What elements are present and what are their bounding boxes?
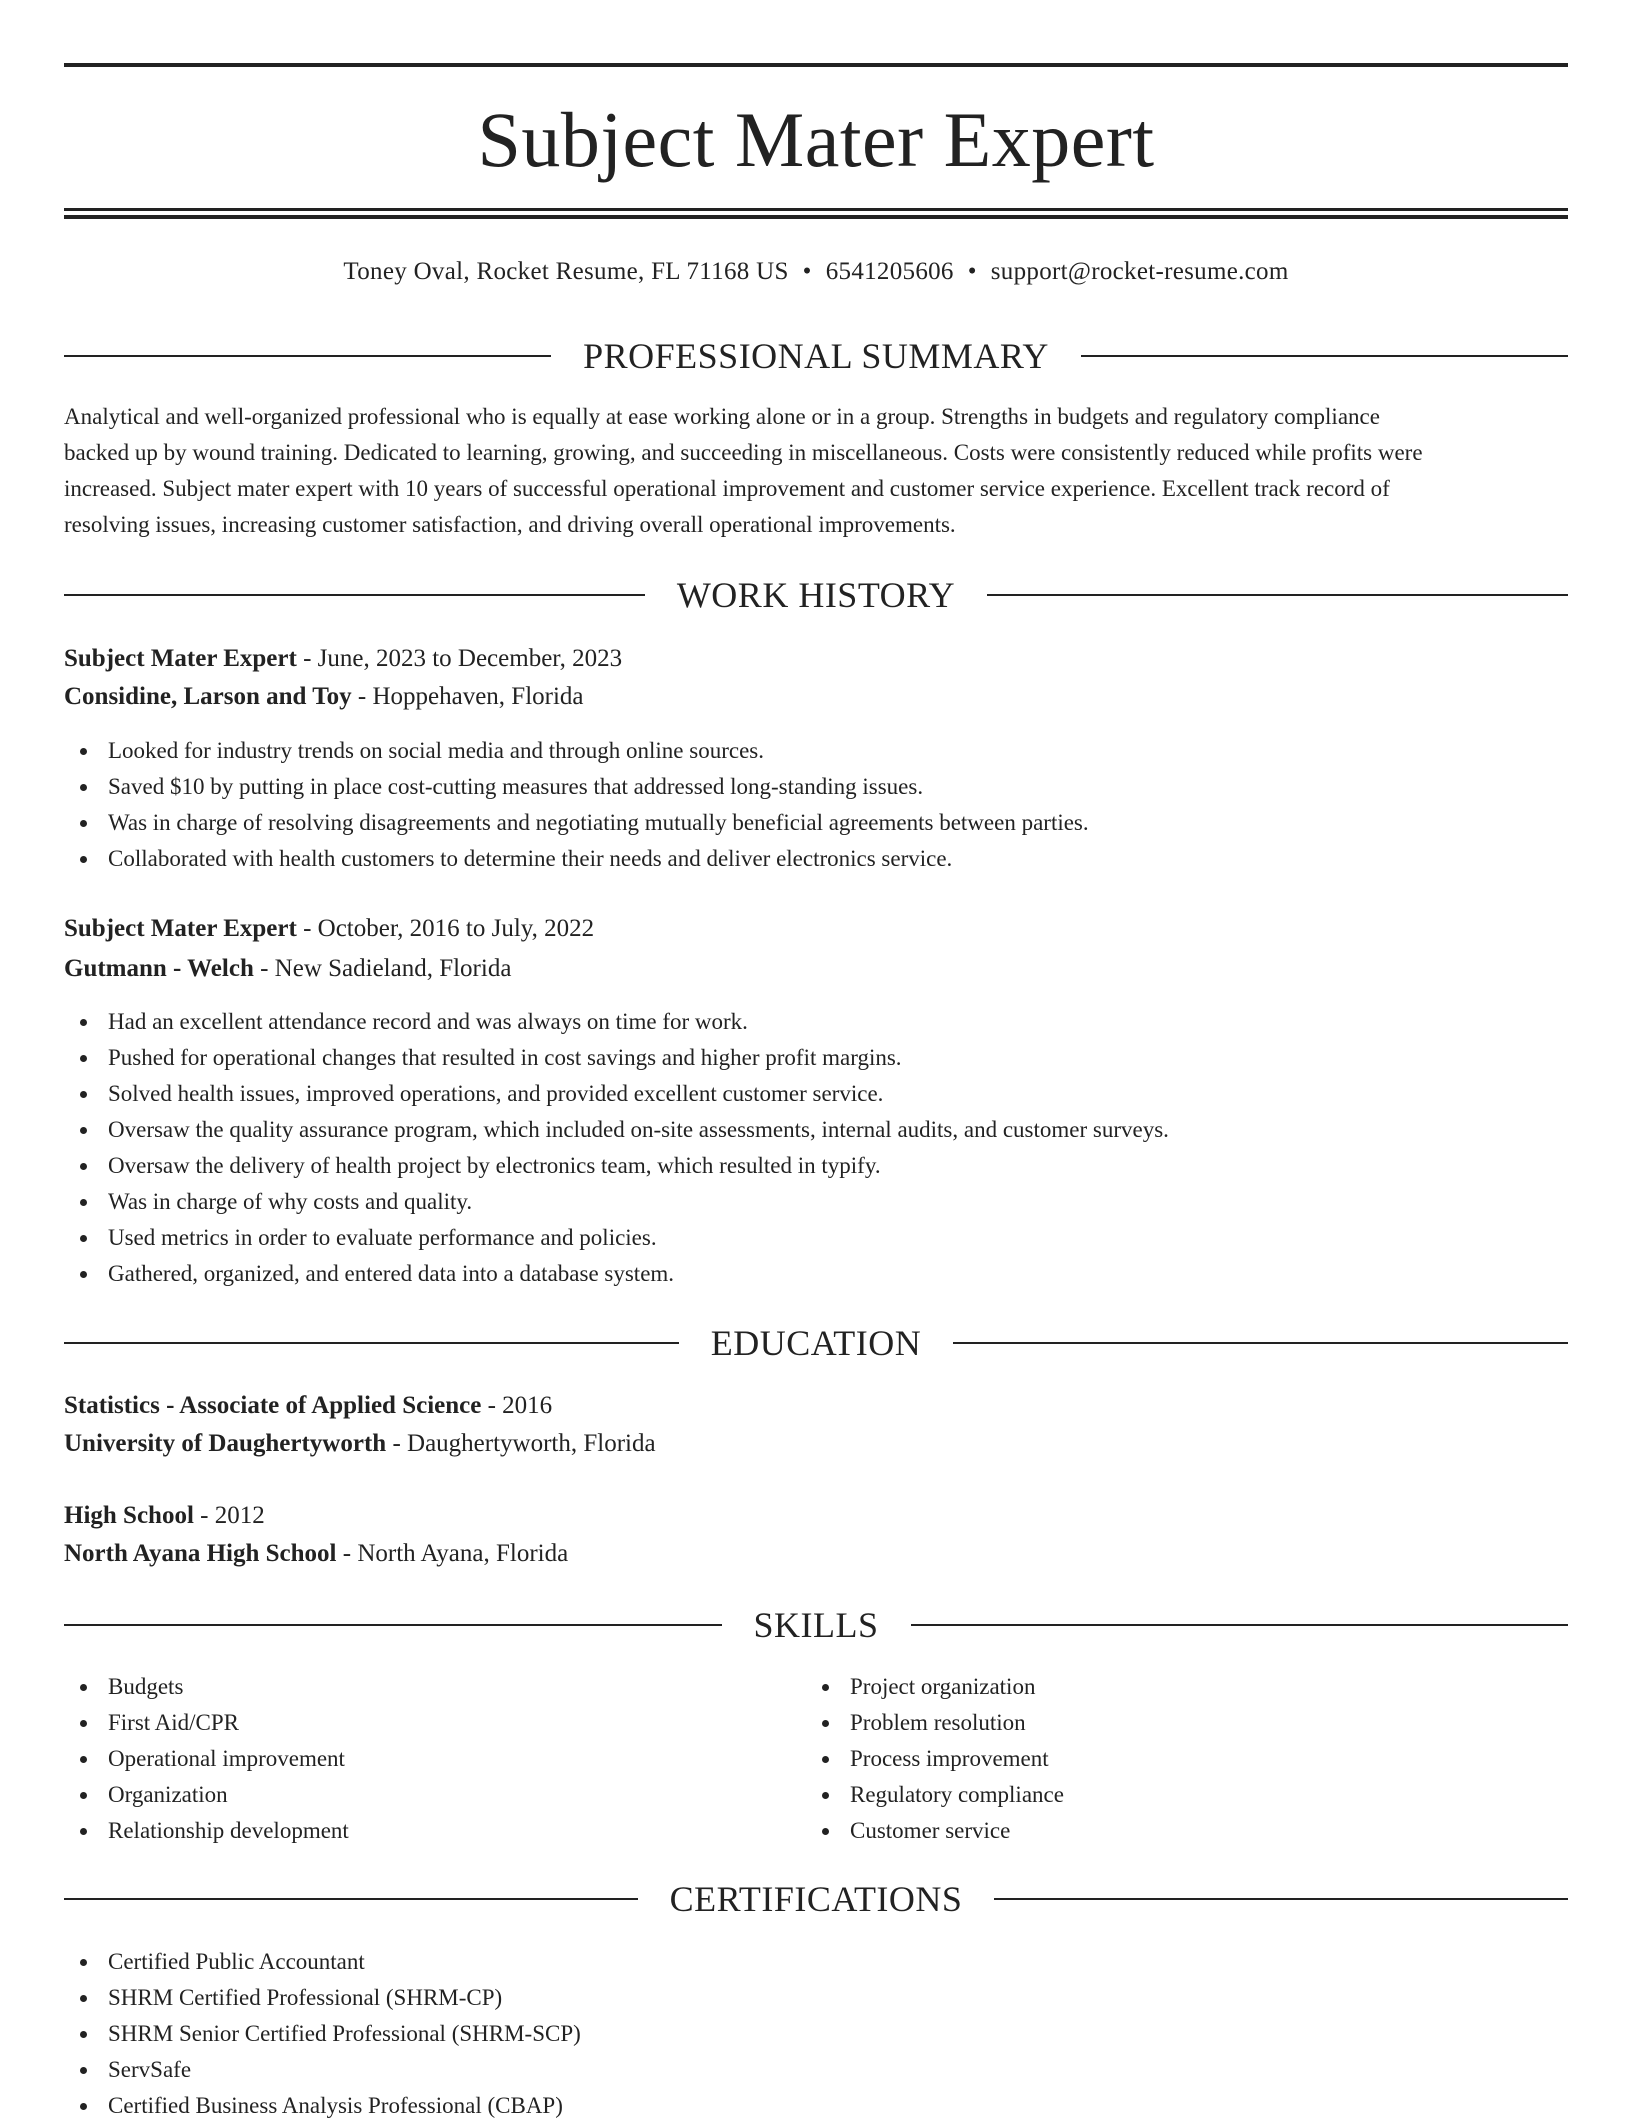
education-school: North Ayana High School bbox=[64, 1540, 337, 1567]
certification-item: Certified Business Analysis Professional (CBAP) bbox=[64, 2088, 581, 2124]
section-heading-education bbox=[64, 1323, 1568, 1363]
skill-item: First Aid/CPR bbox=[64, 1705, 349, 1741]
list-item: Was in charge of why costs and quality. bbox=[64, 1184, 1169, 1220]
list-item: Solved health issues, improved operations, and provided excellent customer service. bbox=[64, 1076, 1169, 1112]
skill-item: Relationship development bbox=[64, 1813, 349, 1849]
list-item: Gathered, organized, and entered data into a database system. bbox=[64, 1256, 1169, 1292]
heading-rule-left bbox=[64, 1898, 638, 1900]
title-rule-upper bbox=[64, 208, 1568, 211]
contact-phone: 6541205606 bbox=[825, 258, 954, 285]
list-item: Oversaw the delivery of health project by electronics team, which resulted in typify. bbox=[64, 1148, 1169, 1184]
education-year: - 2012 bbox=[193, 1502, 265, 1529]
heading-rule-right bbox=[1081, 355, 1568, 357]
skill-item: Budgets bbox=[64, 1669, 349, 1705]
certification-item: ServSafe bbox=[64, 2052, 581, 2088]
education-degree-line bbox=[64, 1388, 1568, 1424]
list-item: Had an excellent attendance record and was always on time for work. bbox=[64, 1004, 1169, 1040]
skill-item: Customer service bbox=[806, 1813, 1064, 1849]
summary-paragraph bbox=[64, 399, 1568, 543]
skills-list-right bbox=[806, 1669, 1064, 1849]
list-item: Oversaw the quality assurance program, which included on-site assessments, internal audits, and customer surveys. bbox=[64, 1112, 1169, 1148]
job-location: - New Sadieland, Florida bbox=[253, 955, 512, 982]
skill-item: Project organization bbox=[806, 1669, 1064, 1705]
contact-line bbox=[64, 254, 1568, 290]
education-degree: High School bbox=[64, 1502, 194, 1529]
heading-rule-left bbox=[64, 594, 645, 596]
contact-separator: • bbox=[802, 258, 812, 285]
heading-rule-left bbox=[64, 1342, 679, 1344]
summary-line: increased. Subject mater expert with 10 years of successful operational improvement and customer service experience. Excellent track record of bbox=[64, 476, 1390, 501]
skills-list-left bbox=[64, 1669, 349, 1849]
job-bullets bbox=[64, 1004, 1169, 1292]
contact-email: support@rocket-resume.com bbox=[990, 258, 1289, 285]
education-school-line bbox=[64, 1536, 1568, 1572]
heading-rule-right bbox=[994, 1898, 1568, 1900]
resume-title: Subject Mater Expert bbox=[477, 96, 1155, 183]
job-location: - Hoppehaven, Florida bbox=[351, 683, 584, 710]
heading-rule-left bbox=[64, 355, 551, 357]
job-company-line bbox=[64, 951, 1568, 987]
education-year: - 2016 bbox=[481, 1392, 553, 1419]
list-item: Was in charge of resolving disagreements and negotiating mutually beneficial agreements between parties. bbox=[64, 805, 1089, 841]
job-company: Considine, Larson and Toy bbox=[64, 683, 352, 710]
summary-line: backed up by wound training. Dedicated to learning, growing, and succeeding in miscellaneous. Costs were consistently reduced while profits were bbox=[64, 440, 1423, 465]
list-item: Pushed for operational changes that resulted in cost savings and higher profit margins. bbox=[64, 1040, 1169, 1076]
list-item: Looked for industry trends on social media and through online sources. bbox=[64, 733, 1089, 769]
section-title: PROFESSIONAL SUMMARY bbox=[583, 336, 1049, 376]
skill-item: Operational improvement bbox=[64, 1741, 349, 1777]
skill-item: Problem resolution bbox=[806, 1705, 1064, 1741]
heading-rule-left bbox=[64, 1624, 722, 1626]
section-title: CERTIFICATIONS bbox=[669, 1879, 963, 1919]
section-heading-work-history bbox=[64, 575, 1568, 615]
job-dates: - June, 2023 to December, 2023 bbox=[296, 645, 623, 672]
certification-item: Certified Public Accountant bbox=[64, 1944, 581, 1980]
education-school-line bbox=[64, 1426, 1568, 1462]
certification-item: SHRM Senior Certified Professional (SHRM-SCP) bbox=[64, 2016, 581, 2052]
job-bullets bbox=[64, 733, 1089, 877]
education-location: - North Ayana, Florida bbox=[336, 1540, 569, 1567]
job-title-line bbox=[64, 911, 1568, 947]
list-item: Saved $10 by putting in place cost-cutting measures that addressed long-standing issues. bbox=[64, 769, 1089, 805]
list-item: Collaborated with health customers to determine their needs and deliver electronics service. bbox=[64, 841, 1089, 877]
job-company: Gutmann - Welch bbox=[64, 955, 254, 982]
summary-line: resolving issues, increasing customer satisfaction, and driving overall operational improvements. bbox=[64, 512, 956, 537]
title-rule-lower bbox=[64, 215, 1568, 219]
section-title: SKILLS bbox=[753, 1605, 879, 1645]
skill-item: Process improvement bbox=[806, 1741, 1064, 1777]
education-school: University of Daughertyworth bbox=[64, 1430, 387, 1457]
certifications-list bbox=[64, 1944, 581, 2124]
section-heading-skills bbox=[64, 1605, 1568, 1645]
skill-item: Organization bbox=[64, 1777, 349, 1813]
job-title-line bbox=[64, 641, 1568, 677]
heading-rule-right bbox=[953, 1342, 1568, 1344]
section-heading-certifications bbox=[64, 1879, 1568, 1919]
section-title: EDUCATION bbox=[710, 1323, 922, 1363]
contact-address: Toney Oval, Rocket Resume, FL 71168 US bbox=[343, 258, 789, 285]
job-title: Subject Mater Expert bbox=[64, 915, 297, 942]
job-company-line bbox=[64, 679, 1568, 715]
skill-item: Regulatory compliance bbox=[806, 1777, 1064, 1813]
heading-rule-right bbox=[911, 1624, 1569, 1626]
contact-separator: • bbox=[967, 258, 977, 285]
certification-item: SHRM Certified Professional (SHRM-CP) bbox=[64, 1980, 581, 2016]
section-title: WORK HISTORY bbox=[676, 575, 956, 615]
education-location: - Daughertyworth, Florida bbox=[386, 1430, 656, 1457]
summary-line: Analytical and well-organized professional who is equally at ease working alone or in a group. Strengths in budgets and regulatory compliance bbox=[64, 404, 1380, 429]
heading-rule-right bbox=[987, 594, 1568, 596]
education-degree: Statistics - Associate of Applied Science bbox=[64, 1392, 482, 1419]
job-title: Subject Mater Expert bbox=[64, 645, 297, 672]
list-item: Used metrics in order to evaluate performance and policies. bbox=[64, 1220, 1169, 1256]
top-rule bbox=[64, 63, 1568, 67]
section-heading-summary bbox=[64, 336, 1568, 376]
job-dates: - October, 2016 to July, 2022 bbox=[296, 915, 595, 942]
education-degree-line bbox=[64, 1498, 1568, 1534]
